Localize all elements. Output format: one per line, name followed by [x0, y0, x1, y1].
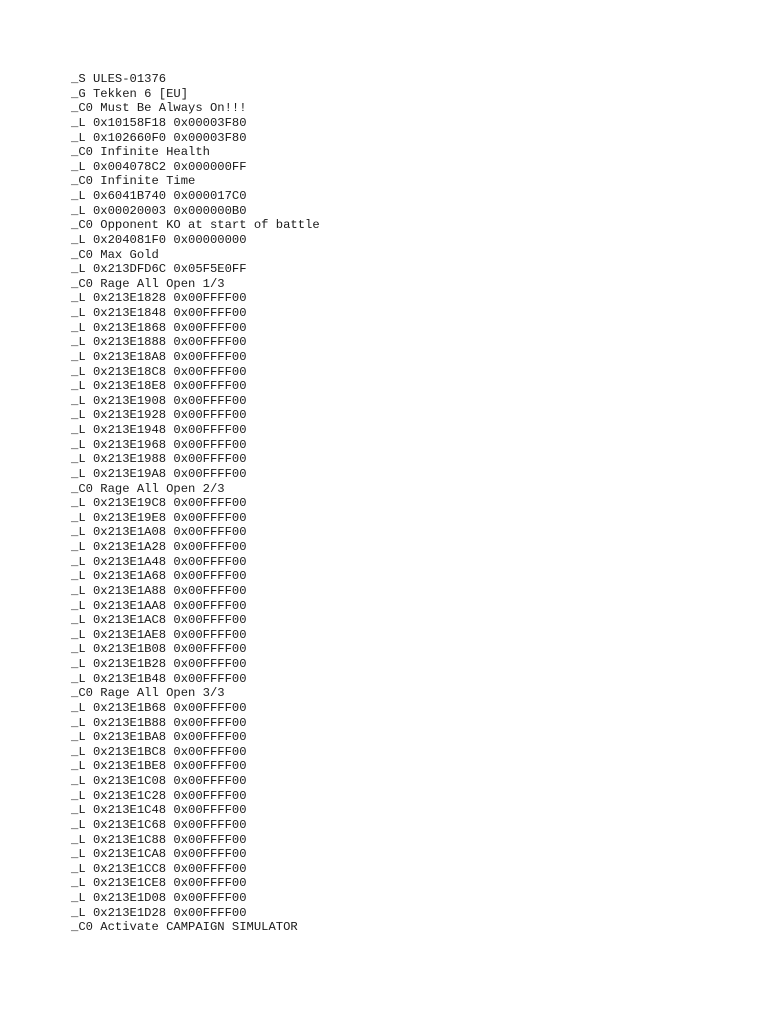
code-line: _L 0x213E19A8 0x00FFFF00 — [71, 466, 247, 481]
code-line: _L 0x213E1868 0x00FFFF00 — [71, 320, 247, 335]
code-line: _L 0x213E1908 0x00FFFF00 — [71, 393, 247, 408]
code-line: _L 0x213E1B88 0x00FFFF00 — [71, 715, 247, 730]
cheat-heading-line: _C0 Activate CAMPAIGN SIMULATOR — [71, 920, 298, 935]
code-line: _L 0x213E18E8 0x00FFFF00 — [71, 379, 247, 394]
cheat-heading-line: _C0 Infinite Health — [71, 145, 210, 160]
code-line: _L 0x213E1A48 0x00FFFF00 — [71, 554, 247, 569]
code-line: _L 0x00020003 0x000000B0 — [71, 203, 247, 218]
game-title-line: _G Tekken 6 [EU] — [71, 86, 189, 101]
cheat-heading-line: _C0 Infinite Time — [71, 174, 196, 189]
code-line: _L 0x213E1C08 0x00FFFF00 — [71, 774, 247, 788]
cheat-heading-line: _C0 Rage All Open 2/3 — [71, 481, 225, 496]
code-line: _L 0x213E1A28 0x00FFFF00 — [71, 540, 247, 554]
code-line: _L 0x213E1B68 0x00FFFF00 — [71, 700, 247, 715]
code-line: _L 0x213E1B28 0x00FFFF00 — [71, 657, 247, 671]
code-line: _L 0x213E1968 0x00FFFF00 — [71, 437, 247, 452]
code-line: _L 0x213E18A8 0x00FFFF00 — [71, 349, 247, 364]
code-line: _L 0x213E1B48 0x00FFFF00 — [71, 671, 247, 686]
code-line: _L 0x004078C2 0x000000FF — [71, 159, 247, 174]
code-line: _L 0x213E1C48 0x00FFFF00 — [71, 803, 247, 818]
code-line: _L 0x213E1828 0x00FFFF00 — [71, 291, 247, 306]
code-line: _L 0x213E1988 0x00FFFF00 — [71, 452, 247, 467]
code-line: _L 0x213E1A68 0x00FFFF00 — [71, 569, 247, 584]
code-line: _L 0x213E1CC8 0x00FFFF00 — [71, 861, 247, 876]
code-line: _L 0x213E1AA8 0x00FFFF00 — [71, 598, 247, 613]
code-line: _L 0x204081F0 0x00000000 — [71, 232, 247, 247]
code-line: _L 0x213E1D08 0x00FFFF00 — [71, 891, 247, 905]
code-line: _L 0x213E1BA8 0x00FFFF00 — [71, 730, 247, 745]
code-line: _L 0x213E1A08 0x00FFFF00 — [71, 525, 247, 540]
cheat-heading-line: _C0 Rage All Open 1/3 — [71, 276, 225, 291]
cheat-heading-line: _C0 Opponent KO at start of battle — [71, 218, 320, 233]
code-line: _L 0x213E1A88 0x00FFFF00 — [71, 583, 247, 598]
code-line: _L 0x213E1948 0x00FFFF00 — [71, 423, 247, 437]
code-line: _L 0x213E1848 0x00FFFF00 — [71, 306, 247, 320]
code-line: _L 0x213E19C8 0x00FFFF00 — [71, 496, 247, 511]
code-line: _L 0x213E1C28 0x00FFFF00 — [71, 788, 247, 803]
cheat-heading-line: _C0 Max Gold — [71, 247, 159, 262]
game-serial-line: _S ULES-01376 — [71, 72, 167, 86]
code-line: _L 0x213E1AE8 0x00FFFF00 — [71, 627, 247, 642]
code-line: _L 0x213E1BC8 0x00FFFF00 — [71, 744, 247, 759]
code-line: _L 0x213E1C88 0x00FFFF00 — [71, 832, 247, 847]
code-line: _L 0x213E1B08 0x00FFFF00 — [71, 642, 247, 657]
code-line: _L 0x6041B740 0x000017C0 — [71, 189, 247, 203]
code-line: _L 0x102660F0 0x00003F80 — [71, 130, 247, 145]
cheat-code-document — [71, 72, 320, 935]
code-line: _L 0x213E1BE8 0x00FFFF00 — [71, 759, 247, 774]
code-line: _L 0x213E1928 0x00FFFF00 — [71, 408, 247, 423]
code-line: _L 0x10158F18 0x00003F80 — [71, 115, 247, 130]
code-line: _L 0x213E18C8 0x00FFFF00 — [71, 364, 247, 379]
code-line: _L 0x213E1D28 0x00FFFF00 — [71, 905, 247, 920]
code-line: _L 0x213E1AC8 0x00FFFF00 — [71, 613, 247, 628]
cheat-heading-line: _C0 Rage All Open 3/3 — [71, 686, 225, 701]
code-line: _L 0x213E19E8 0x00FFFF00 — [71, 510, 247, 525]
code-line: _L 0x213E1888 0x00FFFF00 — [71, 335, 247, 350]
code-line: _L 0x213E1CE8 0x00FFFF00 — [71, 876, 247, 891]
code-line: _L 0x213E1CA8 0x00FFFF00 — [71, 847, 247, 862]
code-line: _L 0x213E1C68 0x00FFFF00 — [71, 817, 247, 832]
code-line: _L 0x213DFD6C 0x05F5E0FF — [71, 262, 247, 277]
cheat-heading-line: _C0 Must Be Always On!!! — [71, 101, 247, 116]
